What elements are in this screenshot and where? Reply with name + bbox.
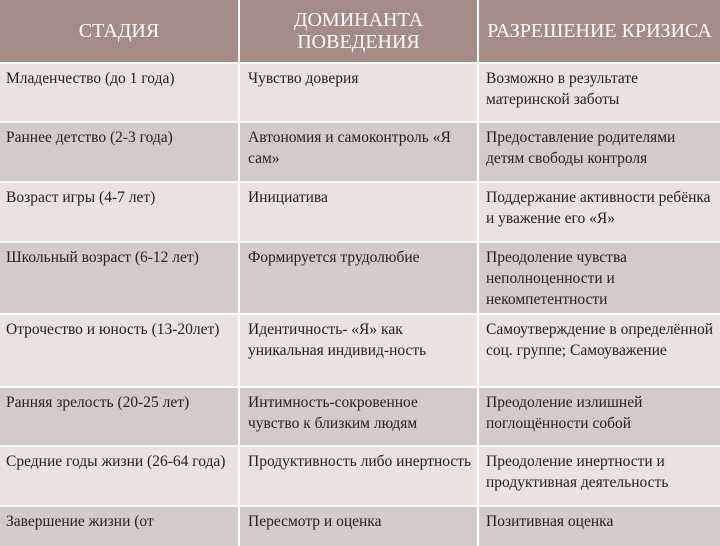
cell-resolution: Преодоление инертности и продуктивная деятельность <box>478 446 720 506</box>
cell-resolution: Поддержание активности ребёнка и уважение его «Я» <box>478 182 720 242</box>
cell-dominant: Формируется трудолюбие <box>239 242 478 314</box>
cell-dominant: Интимность-сокровенное чувство к близким людям <box>239 387 478 446</box>
cell-stage: Школьный возраст (6-12 лет) <box>0 242 239 314</box>
cell-resolution: Возможно в результате материнской заботы <box>478 63 720 122</box>
cell-stage: Отрочество и юность (13-20лет) <box>0 314 239 387</box>
table-row <box>0 387 720 446</box>
cell-stage: Младенчество (до 1 года) <box>0 63 239 122</box>
table-row <box>0 446 720 506</box>
cell-dominant: Идентичность- «Я» как уникальная индивид-ность <box>239 314 478 387</box>
cell-stage: Возраст игры (4-7 лет) <box>0 182 239 242</box>
table-row <box>0 242 720 314</box>
header-dominant: ДОМИНАНТА ПОВЕДЕНИЯ <box>239 0 478 63</box>
cell-resolution: Предоставление родителями детям свободы контроля <box>478 122 720 182</box>
cell-stage: Завершение жизни (от <box>0 506 239 546</box>
cell-dominant: Автономия и самоконтроль «Я сам» <box>239 122 478 182</box>
cell-stage: Раннее детство (2-3 года) <box>0 122 239 182</box>
table-row <box>0 122 720 182</box>
cell-dominant: Пересмотр и оценка <box>239 506 478 546</box>
cell-resolution: Самоутверждение в определённой соц. группе; Самоуважение <box>478 314 720 387</box>
table-header-row <box>0 0 720 63</box>
table-row <box>0 314 720 387</box>
table-row <box>0 182 720 242</box>
cell-dominant: Чувство доверия <box>239 63 478 122</box>
table-row <box>0 63 720 122</box>
cell-dominant: Инициатива <box>239 182 478 242</box>
cell-resolution: Преодоление излишней поглощённости собой <box>478 387 720 446</box>
cell-dominant: Продуктивность либо инертность <box>239 446 478 506</box>
cell-resolution: Позитивная оценка <box>478 506 720 546</box>
table-row <box>0 506 720 546</box>
cell-resolution: Преодоление чувства неполноценности и некомпетентности <box>478 242 720 314</box>
header-stage: СТАДИЯ <box>0 0 239 63</box>
cell-stage: Средние годы жизни (26-64 года) <box>0 446 239 506</box>
header-resolution: РАЗРЕШЕНИЕ КРИЗИСА <box>478 0 720 63</box>
cell-stage: Ранняя зрелость (20-25 лет) <box>0 387 239 446</box>
